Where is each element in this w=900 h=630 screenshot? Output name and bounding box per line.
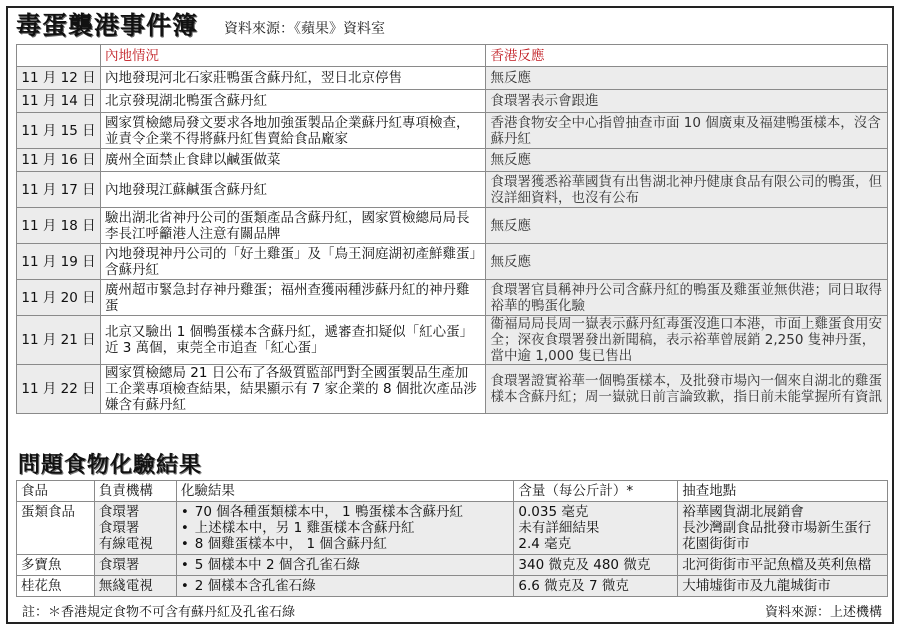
timeline-date: 11 月 19 日	[17, 244, 101, 280]
agency-cell	[94, 502, 176, 555]
timeline-hk-response: 食環署獲悉裕華國貨有出售湖北神丹健康食品有限公司的鴨蛋，但沒詳細資料，也沒有公布	[486, 172, 888, 208]
agency-cell	[94, 555, 176, 576]
results-row	[17, 576, 888, 597]
timeline-mainland: 廣州全面禁止食肆以鹹蛋做菜	[100, 149, 486, 172]
timeline-date: 11 月 15 日	[17, 113, 101, 149]
result-cell	[176, 502, 514, 555]
timeline-mainland: 廣州超市緊急封存神丹雞蛋；福州查獲兩種涉蘇丹紅的神丹雞蛋	[100, 280, 486, 316]
timeline-row	[17, 172, 888, 208]
timeline-hk-response: 無反應	[486, 244, 888, 280]
timeline-mainland: 國家質檢總局 21 日公布了各級質監部門對全國蛋製品生產加工企業專項檢查結果，結果顯示有 7 家企業的 8 個批次產品涉嫌含有蘇丹紅	[100, 365, 486, 414]
amount-line: 340 微克及 480 微克	[518, 557, 651, 573]
timeline-header-cell: 香港反應	[486, 45, 888, 67]
timeline-row	[17, 90, 888, 113]
food-name: 桂花魚	[17, 576, 95, 597]
result-line: • 上述樣本中，另 1 雞蛋樣本含蘇丹紅	[181, 520, 510, 536]
timeline-hk-response: 食環署證實裕華一個鴨蛋樣本，及批發市場內一個來自湖北的雞蛋樣本含蘇丹紅；周一嶽就日前言論致歉，指日前未能掌握所有資訊	[486, 365, 888, 414]
result-line: • 2 個樣本含孔雀石綠	[181, 578, 510, 594]
place-line: 裕華國貨湖北展銷會	[682, 504, 804, 520]
place-cell	[678, 502, 888, 555]
timeline-row	[17, 365, 888, 414]
results-header-cell: 食品	[17, 481, 95, 502]
timeline-date: 11 月 12 日	[17, 67, 101, 90]
footnote: 註：＊香港規定食物不可含有蘇丹紅及孔雀石綠	[22, 604, 296, 620]
results-header-cell: 負責機構	[94, 481, 176, 502]
timeline-header-row	[17, 45, 888, 67]
agency-line: 無綫電視	[98, 578, 153, 594]
results-header-cell: 化驗結果	[176, 481, 514, 502]
place-line: 北河街街市平記魚檔及英利魚檔	[682, 557, 872, 573]
timeline-row	[17, 149, 888, 172]
place-line: 長沙灣副食品批發市場新生蛋行	[682, 520, 872, 536]
timeline-date: 11 月 20 日	[17, 280, 101, 316]
result-line: • 70 個各種蛋類樣本中， 1 鴨蛋樣本含蘇丹紅	[181, 504, 510, 520]
result-line: • 5 個樣本中 2 個含孔雀石綠	[181, 557, 510, 573]
timeline-header-cell	[17, 45, 101, 67]
timeline-date: 11 月 21 日	[17, 316, 101, 365]
results-header-cell: 含量（每公斤計）*	[514, 481, 678, 502]
food-name: 蛋類食品	[17, 502, 95, 555]
timeline-hk-response: 食環署官員稱神丹公司含蘇丹紅的鴨蛋及雞蛋並無供港；同日取得裕華的鴨蛋化驗	[486, 280, 888, 316]
source-line: 資料來源：《蘋果》資料室	[224, 21, 386, 37]
timeline-mainland: 北京又驗出 1 個鴨蛋樣本含蘇丹紅，遞審查扣疑似「紅心蛋」近 3 萬個，東莞全市追查「紅心蛋」	[100, 316, 486, 365]
timeline-hk-response: 無反應	[486, 208, 888, 244]
timeline-mainland: 內地發現神丹公司的「好土雞蛋」及「鳥王洞庭湖初產鮮雞蛋」含蘇丹紅	[100, 244, 486, 280]
amount-line: 2.4 毫克	[518, 536, 572, 552]
header	[16, 12, 385, 42]
amount-cell	[514, 576, 678, 597]
agency-line: 食環署	[98, 504, 140, 520]
timeline-hk-response: 衞福局局長周一嶽表示蘇丹紅毒蛋沒進口本港，市面上雞蛋食用安全；深夜食環署發出新聞稿，表示裕華曾展銷 2,250 隻神丹蛋，當中逾 1,000 隻已售出	[486, 316, 888, 365]
timeline-row	[17, 244, 888, 280]
results-section-title: 問題食物化驗結果	[18, 453, 203, 478]
timeline-date: 11 月 22 日	[17, 365, 101, 414]
timeline-mainland: 北京發現湖北鴨蛋含蘇丹紅	[100, 90, 486, 113]
timeline-date: 11 月 18 日	[17, 208, 101, 244]
results-header-cell: 抽查地點	[678, 481, 888, 502]
timeline-date: 11 月 17 日	[17, 172, 101, 208]
place-line: 大埔墟街市及九龍城街市	[682, 578, 831, 594]
timeline-header-cell: 內地情況	[100, 45, 486, 67]
timeline-mainland: 國家質檢總局發文要求各地加強蛋製品企業蘇丹紅專項檢查，並責令企業不得將蘇丹紅售賣給食品廠家	[100, 113, 486, 149]
results-row	[17, 502, 888, 555]
timeline-date: 11 月 14 日	[17, 90, 101, 113]
timeline-hk-response: 香港食物安全中心指曾抽查市面 10 個廣東及福建鴨蛋樣本，沒含蘇丹紅	[486, 113, 888, 149]
timeline-hk-response: 食環署表示會跟進	[486, 90, 888, 113]
agency-line: 食環署	[98, 520, 140, 536]
place-cell	[678, 555, 888, 576]
timeline-row	[17, 316, 888, 365]
timeline-hk-response: 無反應	[486, 149, 888, 172]
amount-cell	[514, 502, 678, 555]
infographic-frame	[6, 6, 894, 624]
footnote-row	[16, 598, 888, 622]
timeline-mainland: 驗出湖北省神丹公司的蛋類產品含蘇丹紅，國家質檢總局局長李長江呼籲港人注意有關品牌	[100, 208, 486, 244]
timeline-mainland: 內地發現江蘇鹹蛋含蘇丹紅	[100, 172, 486, 208]
timeline-row	[17, 280, 888, 316]
place-cell	[678, 576, 888, 597]
timeline-date: 11 月 16 日	[17, 149, 101, 172]
agency-cell	[94, 576, 176, 597]
agency-line: 食環署	[98, 557, 140, 573]
results-header-row	[17, 481, 888, 502]
place-line: 花園街街市	[682, 536, 750, 552]
page-title: 毒蛋襲港事件簿	[16, 11, 199, 40]
amount-line: 未有詳細結果	[518, 520, 600, 536]
result-cell	[176, 555, 514, 576]
food-name: 多寶魚	[17, 555, 95, 576]
timeline-row	[17, 67, 888, 90]
results-row	[17, 555, 888, 576]
timeline-row	[17, 208, 888, 244]
footnote-source: 資料來源：上述機構	[764, 604, 882, 620]
timeline-hk-response: 無反應	[486, 67, 888, 90]
result-line: • 8 個雞蛋樣本中， 1 個含蘇丹紅	[181, 536, 510, 552]
agency-line: 有線電視	[98, 536, 153, 552]
amount-cell	[514, 555, 678, 576]
results-table	[16, 480, 888, 597]
timeline-mainland: 內地發現河北石家莊鴨蛋含蘇丹紅，翌日北京停售	[100, 67, 486, 90]
timeline-row	[17, 113, 888, 149]
amount-line: 0.035 毫克	[518, 504, 589, 520]
result-cell	[176, 576, 514, 597]
timeline-table	[16, 44, 888, 414]
amount-line: 6.6 微克及 7 微克	[518, 578, 629, 594]
